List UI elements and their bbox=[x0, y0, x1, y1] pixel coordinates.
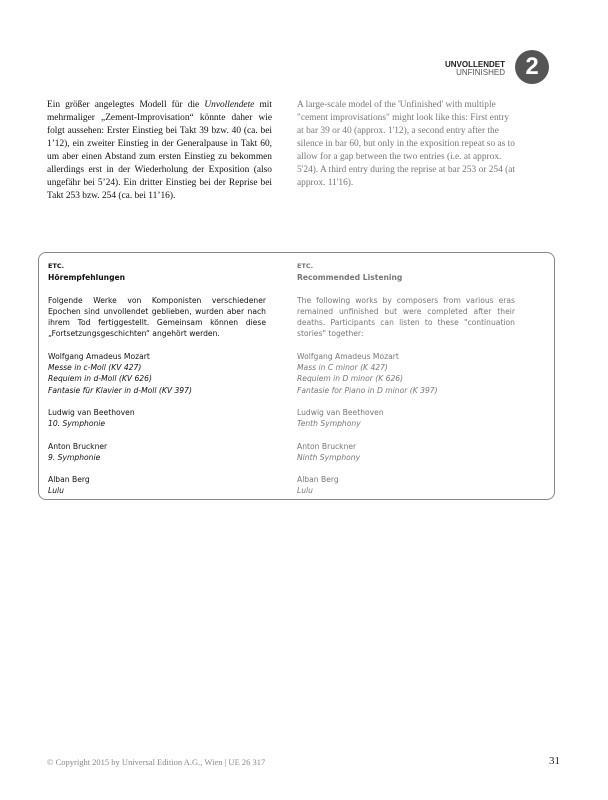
composer-entry bbox=[297, 441, 515, 464]
box-paragraph: Folgende Werke von Komponisten verschiedener Epochen sind unvollendet geblieben, wurden aber nach ihrem Tod fertiggestellt. Gemeinsam können diese „Fortsetzungsgeschichten“ angehört werden. bbox=[48, 295, 266, 339]
page-number: 31 bbox=[549, 755, 560, 767]
composer-entry bbox=[297, 474, 515, 497]
composer-entry bbox=[48, 407, 266, 430]
composer-name: Alban Berg bbox=[297, 475, 339, 485]
composer-name: Ludwig van Beethoven bbox=[297, 407, 384, 417]
composer-name: Anton Bruckner bbox=[297, 441, 357, 451]
work-title: Ninth Symphony bbox=[297, 452, 361, 462]
work-title: Requiem in d-Moll (KV 626) bbox=[48, 374, 152, 384]
listening-box bbox=[38, 252, 555, 500]
composer-name: Wolfgang Amadeus Mozart bbox=[297, 351, 399, 361]
box-paragraph: The following works by composers from various eras remained unfinished but were completed after their deaths. Participants can listen to these "continuation stories" together: bbox=[297, 295, 515, 339]
intro-de-italic: Unvollendete bbox=[204, 100, 255, 110]
work-title: Fantasie für Klavier in d-Moll (KV 397) bbox=[48, 385, 192, 395]
work-title: Requiem in D minor (K 626) bbox=[297, 374, 404, 384]
listening-english bbox=[297, 261, 515, 508]
composer-name: Anton Bruckner bbox=[48, 441, 108, 451]
work-title: Messe in c-Moll (KV 427) bbox=[48, 363, 142, 373]
box-heading: Hörempfehlungen bbox=[48, 273, 126, 283]
listening-german bbox=[48, 261, 266, 508]
copyright: © Copyright 2015 by Universal Edition A.G., Wien | UE 26 317 bbox=[47, 757, 266, 767]
chapter-title-de: UNVOLLENDET bbox=[445, 60, 505, 69]
intro-de-text: Ein größer angelegtes Modell für die bbox=[47, 100, 205, 110]
intro-english: A large-scale model of the 'Unfinished' with multiple "cement improvisations" might look like this: First entry at bar 39 or 40 (approx. 1'12), a second entry after the silence in bar 60, but only in the exposition repeat so as to allow for a gap between the two entries (i.e. at approx. 5'24). A third entry during the reprise at bar 253 or 254 (at approx. 11'16). bbox=[297, 100, 516, 188]
chapter-header bbox=[445, 61, 505, 77]
chapter-number-badge: 2 bbox=[515, 50, 549, 84]
intro-german bbox=[47, 99, 272, 203]
work-title: Lulu bbox=[297, 486, 313, 496]
composer-entry bbox=[48, 474, 266, 497]
composer-entry bbox=[48, 351, 266, 396]
work-title: Mass in C minor (K 427) bbox=[297, 363, 388, 373]
composer-entry bbox=[297, 407, 515, 430]
composer-name: Ludwig van Beethoven bbox=[48, 407, 135, 417]
chapter-title-en: UNFINISHED bbox=[456, 68, 505, 77]
composer-entry bbox=[297, 351, 515, 396]
work-title: Tenth Symphony bbox=[297, 419, 361, 429]
box-label: ETC. bbox=[48, 262, 65, 270]
composer-name: Wolfgang Amadeus Mozart bbox=[48, 351, 150, 361]
intro-de-text-cont: mit mehrmaliger „Zement-Improvisation“ könnte daher wie folgt aussehen: Erster Einstieg bei Takt 39 bzw. 40 (ca. bei 1’12), ein zweiter Einstieg in der Generalpause in Takt 60, um aber einen Abstand zum ersten Einstieg zu bekommen allerdings erst in der Wiederholung der Exposition (also ungefähr bei 5’24). Ein dritter Einstieg bei der Reprise bei Takt 253 bzw. 254 (ca. bei 11’16). bbox=[47, 100, 272, 201]
work-title: Lulu bbox=[48, 486, 64, 496]
box-label: ETC. bbox=[297, 262, 314, 270]
work-title: Fantasie for Piano in D minor (K 397) bbox=[297, 385, 438, 395]
work-title: 10. Symphonie bbox=[48, 419, 106, 429]
composer-name: Alban Berg bbox=[48, 475, 90, 485]
composer-entry bbox=[48, 441, 266, 464]
work-title: 9. Symphonie bbox=[48, 452, 101, 462]
box-heading: Recommended Listening bbox=[297, 273, 403, 283]
